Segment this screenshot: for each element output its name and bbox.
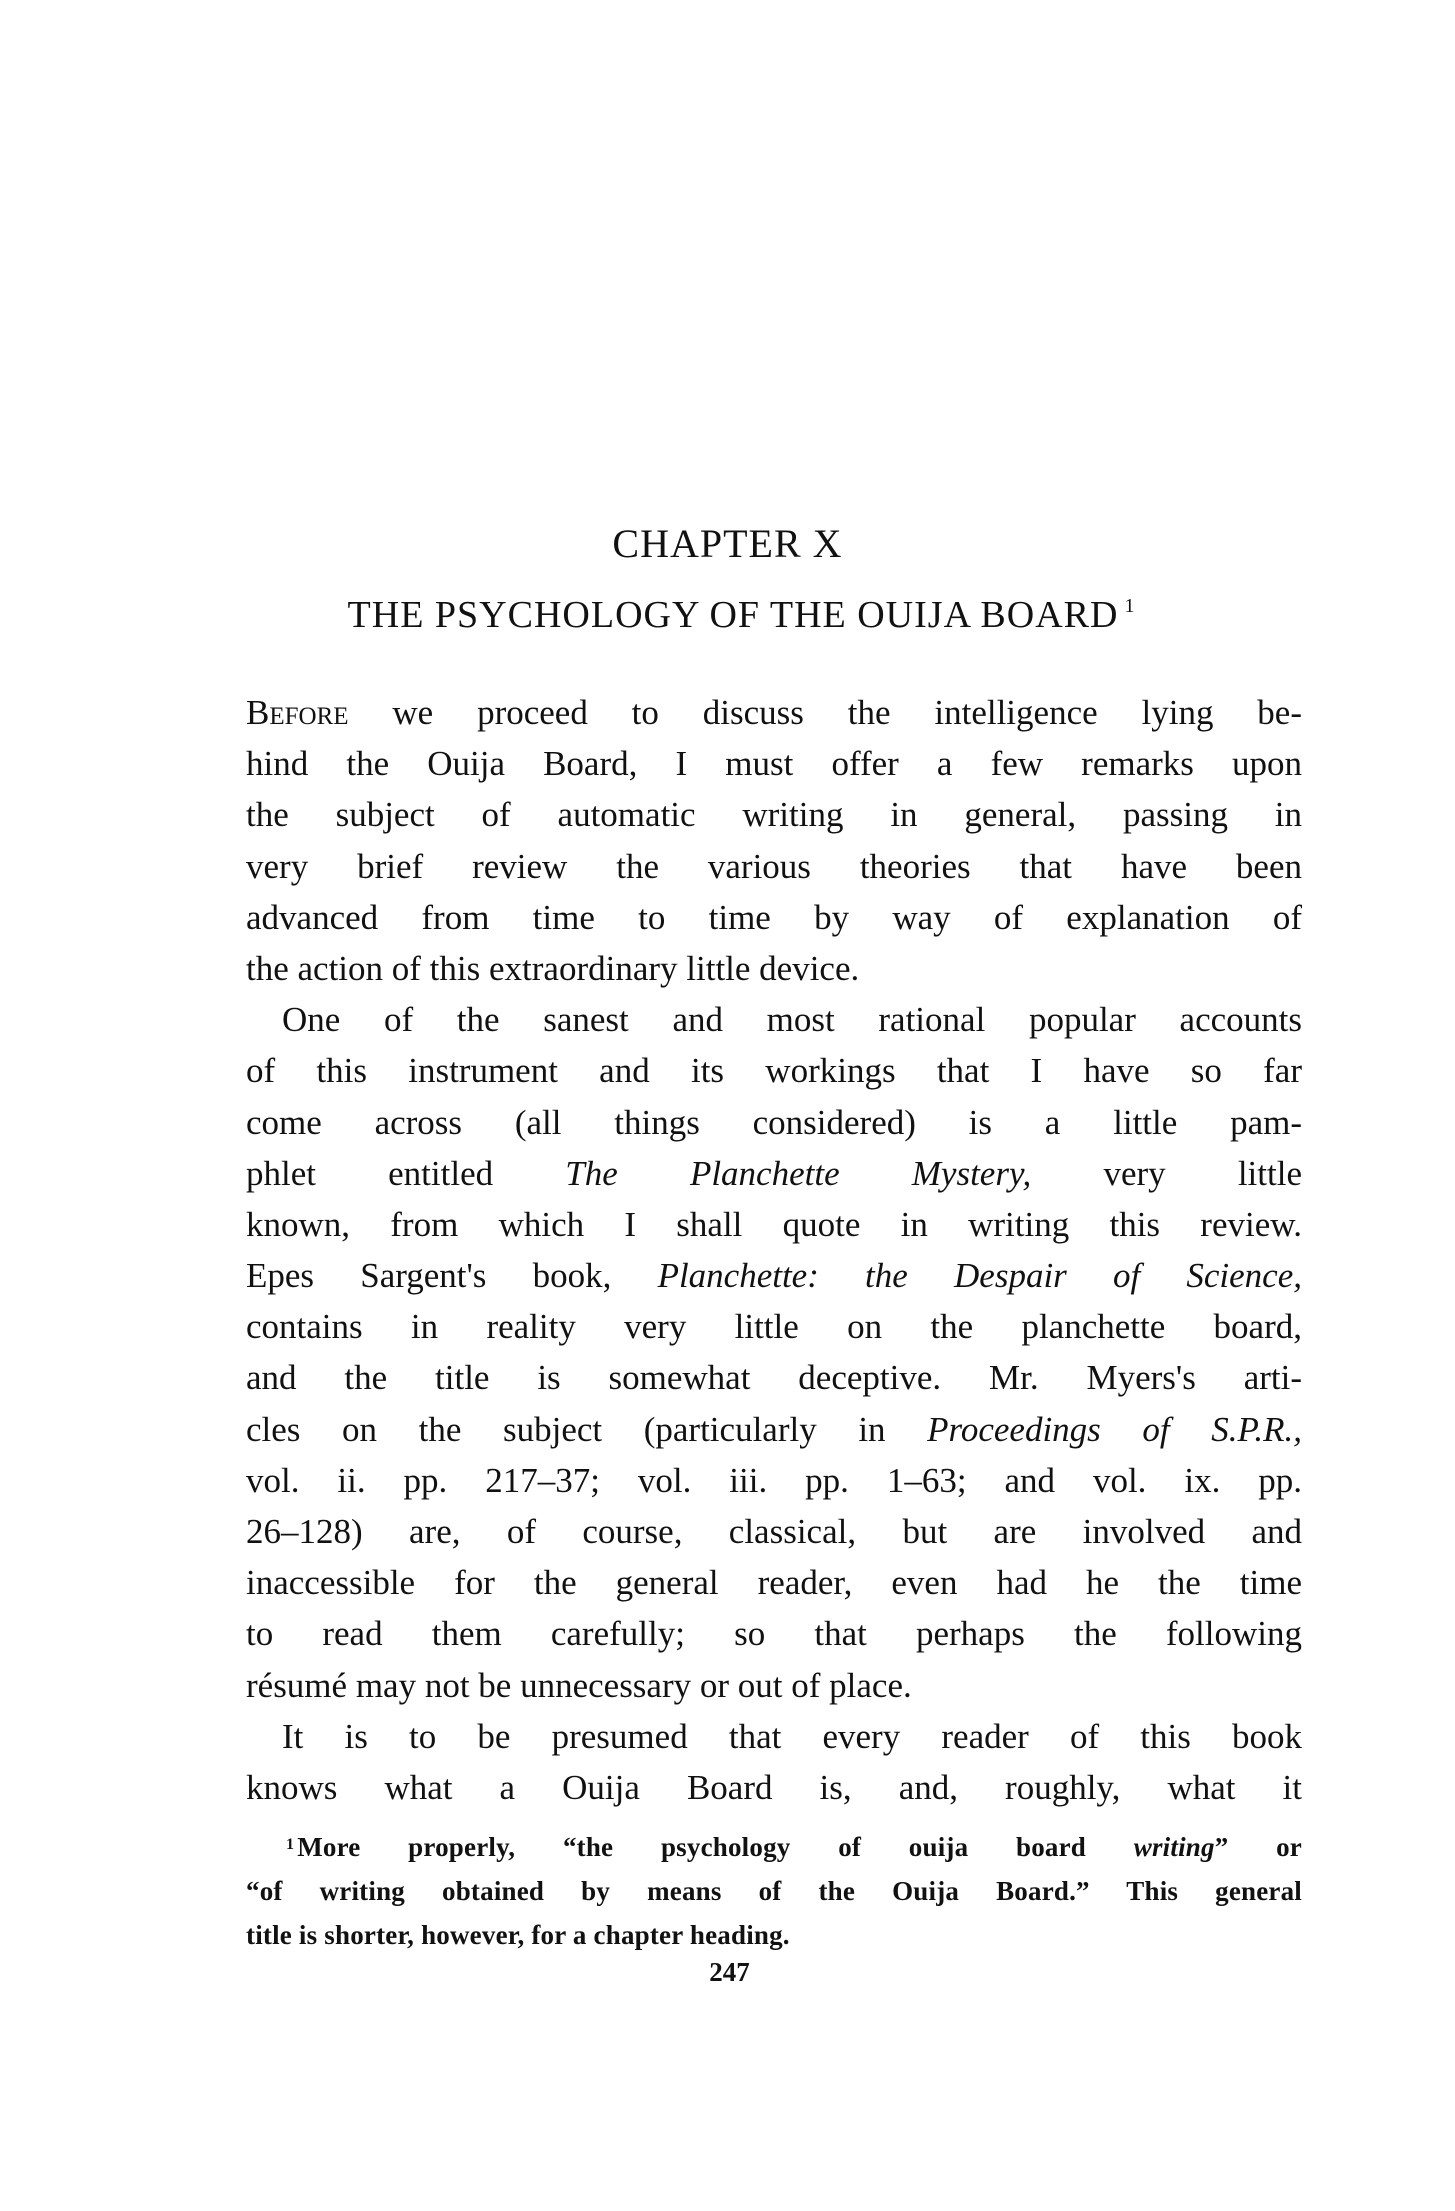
chapter-title [14,593,1455,637]
body-line [246,1557,1302,1608]
body-line [246,841,1302,892]
text-run: we proceed to discuss the intelligence lying be- [348,693,1302,732]
text-run: the action of this extraordinary little device. [246,948,860,988]
text-run: to read them carefully; so that perhaps the following [246,1614,1302,1654]
footnote-line [246,1825,1302,1869]
body-line [246,1301,1302,1352]
text-run: More properly, “the psychology of ouija board [297,1832,1134,1862]
text-run: Before [246,693,349,732]
body-line [246,892,1302,943]
text-run: phlet entitled [246,1153,566,1193]
body-line [246,1608,1302,1659]
body-line [246,738,1302,789]
text-run: contains in reality very little on the planchette board, [246,1307,1302,1347]
body-line [246,1199,1302,1250]
text-run: It is to be presumed that every reader of this book [282,1716,1302,1756]
footnote-line [246,1869,1302,1913]
body-line [246,1660,1302,1711]
page-number: 247 [709,1957,750,1987]
body-line [246,687,1302,738]
body-line [246,994,1302,1045]
text-run: the subject of automatic writing in general, passing in [246,795,1302,835]
text-run: cles on the subject (particularly in [246,1409,928,1449]
body-line [246,943,1302,994]
body-line [246,1506,1302,1557]
text-run: Epes Sargent's book, [246,1256,658,1296]
text-run: advanced from time to time by way of explanation of [246,897,1302,937]
italic-title: The Planchette Mystery, [565,1153,1032,1193]
body-line [246,1404,1302,1455]
text-run: very little [1031,1153,1302,1193]
body-line [246,1455,1302,1506]
footnote-line [246,1913,1302,1957]
body-line [246,789,1302,840]
italic-title: Proceedings of S.P.R., [927,1409,1302,1449]
body-text [246,687,1302,1813]
text-run: vol. ii. pp. 217–37; vol. iii. pp. 1–63; and vol. ix. pp. [246,1460,1302,1500]
body-line [246,1045,1302,1096]
body-line [246,1711,1302,1762]
text-run: knows what a Ouija Board is, and, roughly, what it [246,1767,1302,1807]
italic-title: writing [1133,1832,1215,1862]
text-run: hind the Ouija Board, I must offer a few remarks upon [246,744,1302,784]
chapter-label: CHAPTER X [612,521,843,566]
body-line [246,1250,1302,1301]
body-line [246,1148,1302,1199]
footnote-reference: 1 [1124,595,1136,617]
text-run: title is shorter, however, for a chapter heading. [246,1920,790,1950]
body-line [246,1352,1302,1403]
text-run: inaccessible for the general reader, even had he the time [246,1563,1302,1603]
italic-title: Planchette: the Despair of Science, [657,1256,1302,1296]
text-run: ” or [1214,1832,1302,1862]
footnote [246,1825,1302,1957]
text-run: of this instrument and its workings that I have so far [246,1051,1302,1091]
text-run: 26–128) are, of course, classical, but are involved and [246,1512,1302,1551]
text-run: résumé may not be unnecessary or out of place. [246,1665,912,1705]
footnote-mark: 1 [286,1836,295,1853]
text-run: come across (all things considered) is a little pam- [246,1102,1302,1142]
text-run: and the title is somewhat deceptive. Mr. Myers's arti- [246,1358,1302,1398]
text-run: One of the sanest and most rational popular accounts [282,1000,1302,1040]
text-run: known, from which I shall quote in writing this review. [246,1204,1302,1244]
text-run: “of writing obtained by means of the Ouija Board.” This general [246,1876,1302,1906]
body-line [246,1097,1302,1148]
body-line [246,1762,1302,1813]
text-run: very brief review the various theories that have been [246,846,1302,886]
chapter-title-text: THE PSYCHOLOGY OF THE OUIJA BOARD [347,594,1119,636]
